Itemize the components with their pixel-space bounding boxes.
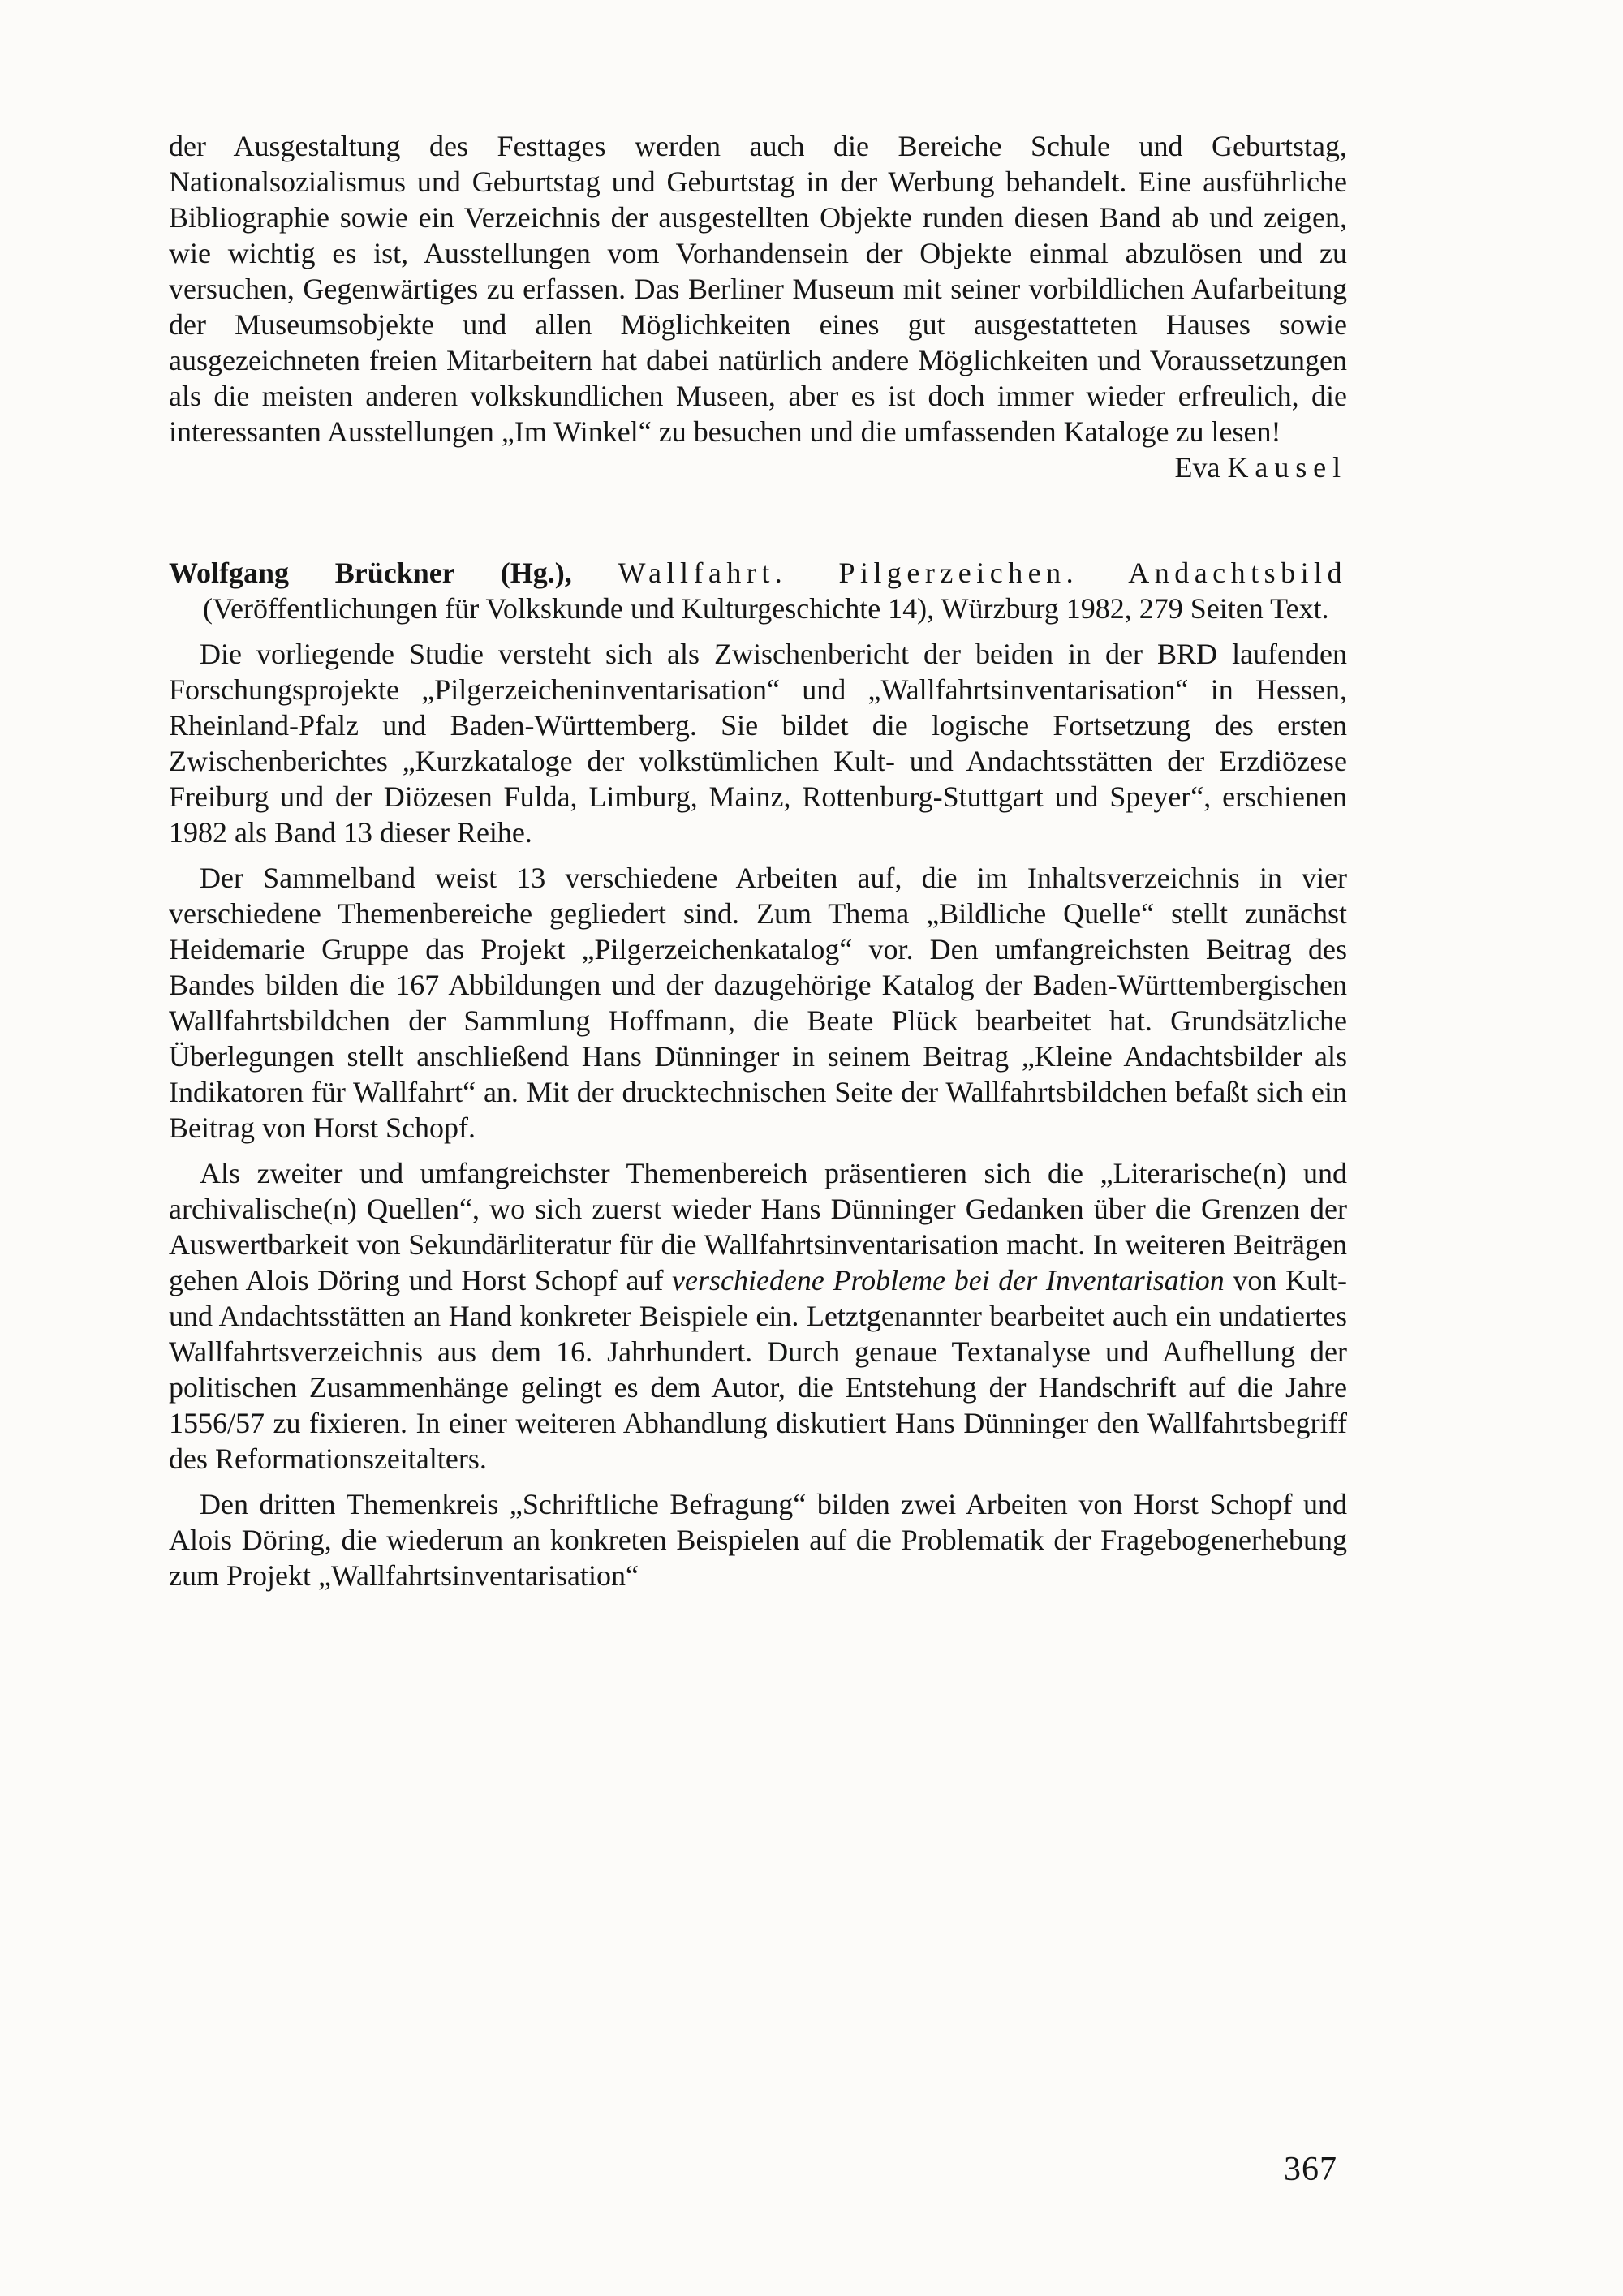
reviewer-surname: Kausel xyxy=(1227,451,1347,484)
review-paragraph-survey: Den dritten Themenkreis „Schriftliche Befragung“ bilden zwei Arbeiten von Horst Schopf und Alois Döring, die wiederum an konkreten Beispielen auf die Problematik der Fragebogenerhebung zum Projekt „Wallfahrtsinventarisation“ xyxy=(169,1488,1347,1592)
italic-phrase: verschiedene Probleme bei der Inventarisation xyxy=(672,1264,1225,1296)
reviewed-book-title: Wallfahrt. Pilgerzeichen. Andachtsbild xyxy=(618,557,1348,589)
review-paragraph-literary-sources xyxy=(169,1155,1347,1477)
page-text-block xyxy=(169,128,1347,1593)
reviewed-book-editor: Wolfgang Brückner (Hg.), xyxy=(169,557,572,589)
review-paragraph-overview: Die vorliegende Studie versteht sich als Zwischenbericht der beiden in der BRD laufenden Forschungsprojekte „Pilgerzeicheninventarisation“ und „Wallfahrtsinventarisation“ in Hessen, Rheinland-Pfalz und Baden-Württemberg. Sie bildet die logische Fortsetzung des ersten Zwischenberichtes „Kurzkataloge der volkstümlichen Kult- und Andachtsstätten der Erzdiözese Freiburg und der Diözesen Fulda, Limburg, Mainz, Rottenburg-Stuttgart und Speyer“, erschienen 1982 als Band 13 dieser Reihe. xyxy=(169,638,1347,849)
reviewer-signature xyxy=(169,449,1347,485)
page-number: 367 xyxy=(1284,2151,1337,2188)
review-paragraph-contents: Der Sammelband weist 13 verschiedene Arbeiten auf, die im Inhaltsverzeichnis in vier verschiedene Themenbereiche gegliedert sind. Zum Thema „Bildliche Quelle“ stellt zunächst Heidemarie Gruppe das Projekt „Pilgerzeichenkatalog“ vor. Den umfangreichsten Beitrag des Bandes bilden die 167 Abbildungen und der dazugehörige Katalog der Baden-Württembergischen Wallfahrtsbildchen der Sammlung Hoffmann, die Beate Plück bearbeitet hat. Grundsätzliche Überlegungen stellt anschließend Hans Dünninger in seinem Beitrag „Kleine Andachtsbilder als Indikatoren für Wallfahrt“ an. Mit der drucktechnischen Seite der Wallfahrtsbildchen befaßt sich ein Beitrag von Horst Schopf. xyxy=(169,862,1347,1144)
paragraph-text-before-italic: Als zweiter und umfangreichster Themenbereich präsentieren sich die „Literarische(n) und archivalische(n) Quellen“, wo sich zuerst wieder Hans Dünninger Gedanken über die Grenzen der Auswertbarkeit von Sekundärliteratur für die Wallfahrtsinventarisation macht. In weiteren Beiträgen gehen Alois Döring und Horst Schopf auf xyxy=(169,1157,1347,1296)
reviewer-first-name: Eva xyxy=(1174,451,1220,484)
reviewed-book-publication-details: (Veröffentlichungen für Volkskunde und Kulturgeschichte 14), Würzburg 1982, 279 Seiten Text. xyxy=(203,592,1329,625)
review-bibliographic-heading xyxy=(169,555,1347,626)
paragraph-text-after-italic: von Kult- und Andachtsstätten an Hand konkreter Beispiele ein. Letztgenannter bearbeitet auch ein undatiertes Wallfahrtsverzeichnis aus dem 16. Jahrhundert. Durch genaue Textanalyse und Aufhellung der politischen Zusammenhänge gelingt es dem Autor, die Entstehung der Handschrift auf die Jahre 1556/57 zu fixieren. In einer weiteren Abhandlung diskutiert Hans Dünninger den Wallfahrtsbegriff des Reformationszeitalters. xyxy=(169,1264,1347,1475)
review-kausel-conclusion-paragraph: der Ausgestaltung des Festtages werden auch die Bereiche Schule und Geburtstag, Nationalsozialismus und Geburtstag und Geburtstag in der Werbung behandelt. Eine ausführliche Bibliographie sowie ein Verzeichnis der ausgestellten Objekte runden diesen Band ab und zeigen, wie wichtig es ist, Ausstellungen vom Vorhandensein der Objekte einmal abzulösen und zu versuchen, Gegenwärtiges zu erfassen. Das Berliner Museum mit seiner vorbildlichen Aufarbeitung der Museumsobjekte und allen Möglichkeiten eines gut ausgestatteten Hauses sowie ausgezeichneten freien Mitarbeitern hat dabei natürlich andere Möglichkeiten und Voraussetzungen als die meisten anderen volkskundlichen Museen, aber es ist doch immer wieder erfreulich, die interessanten Ausstellungen „Im Winkel“ zu besuchen und die umfassenden Kataloge zu lesen! xyxy=(169,130,1347,448)
